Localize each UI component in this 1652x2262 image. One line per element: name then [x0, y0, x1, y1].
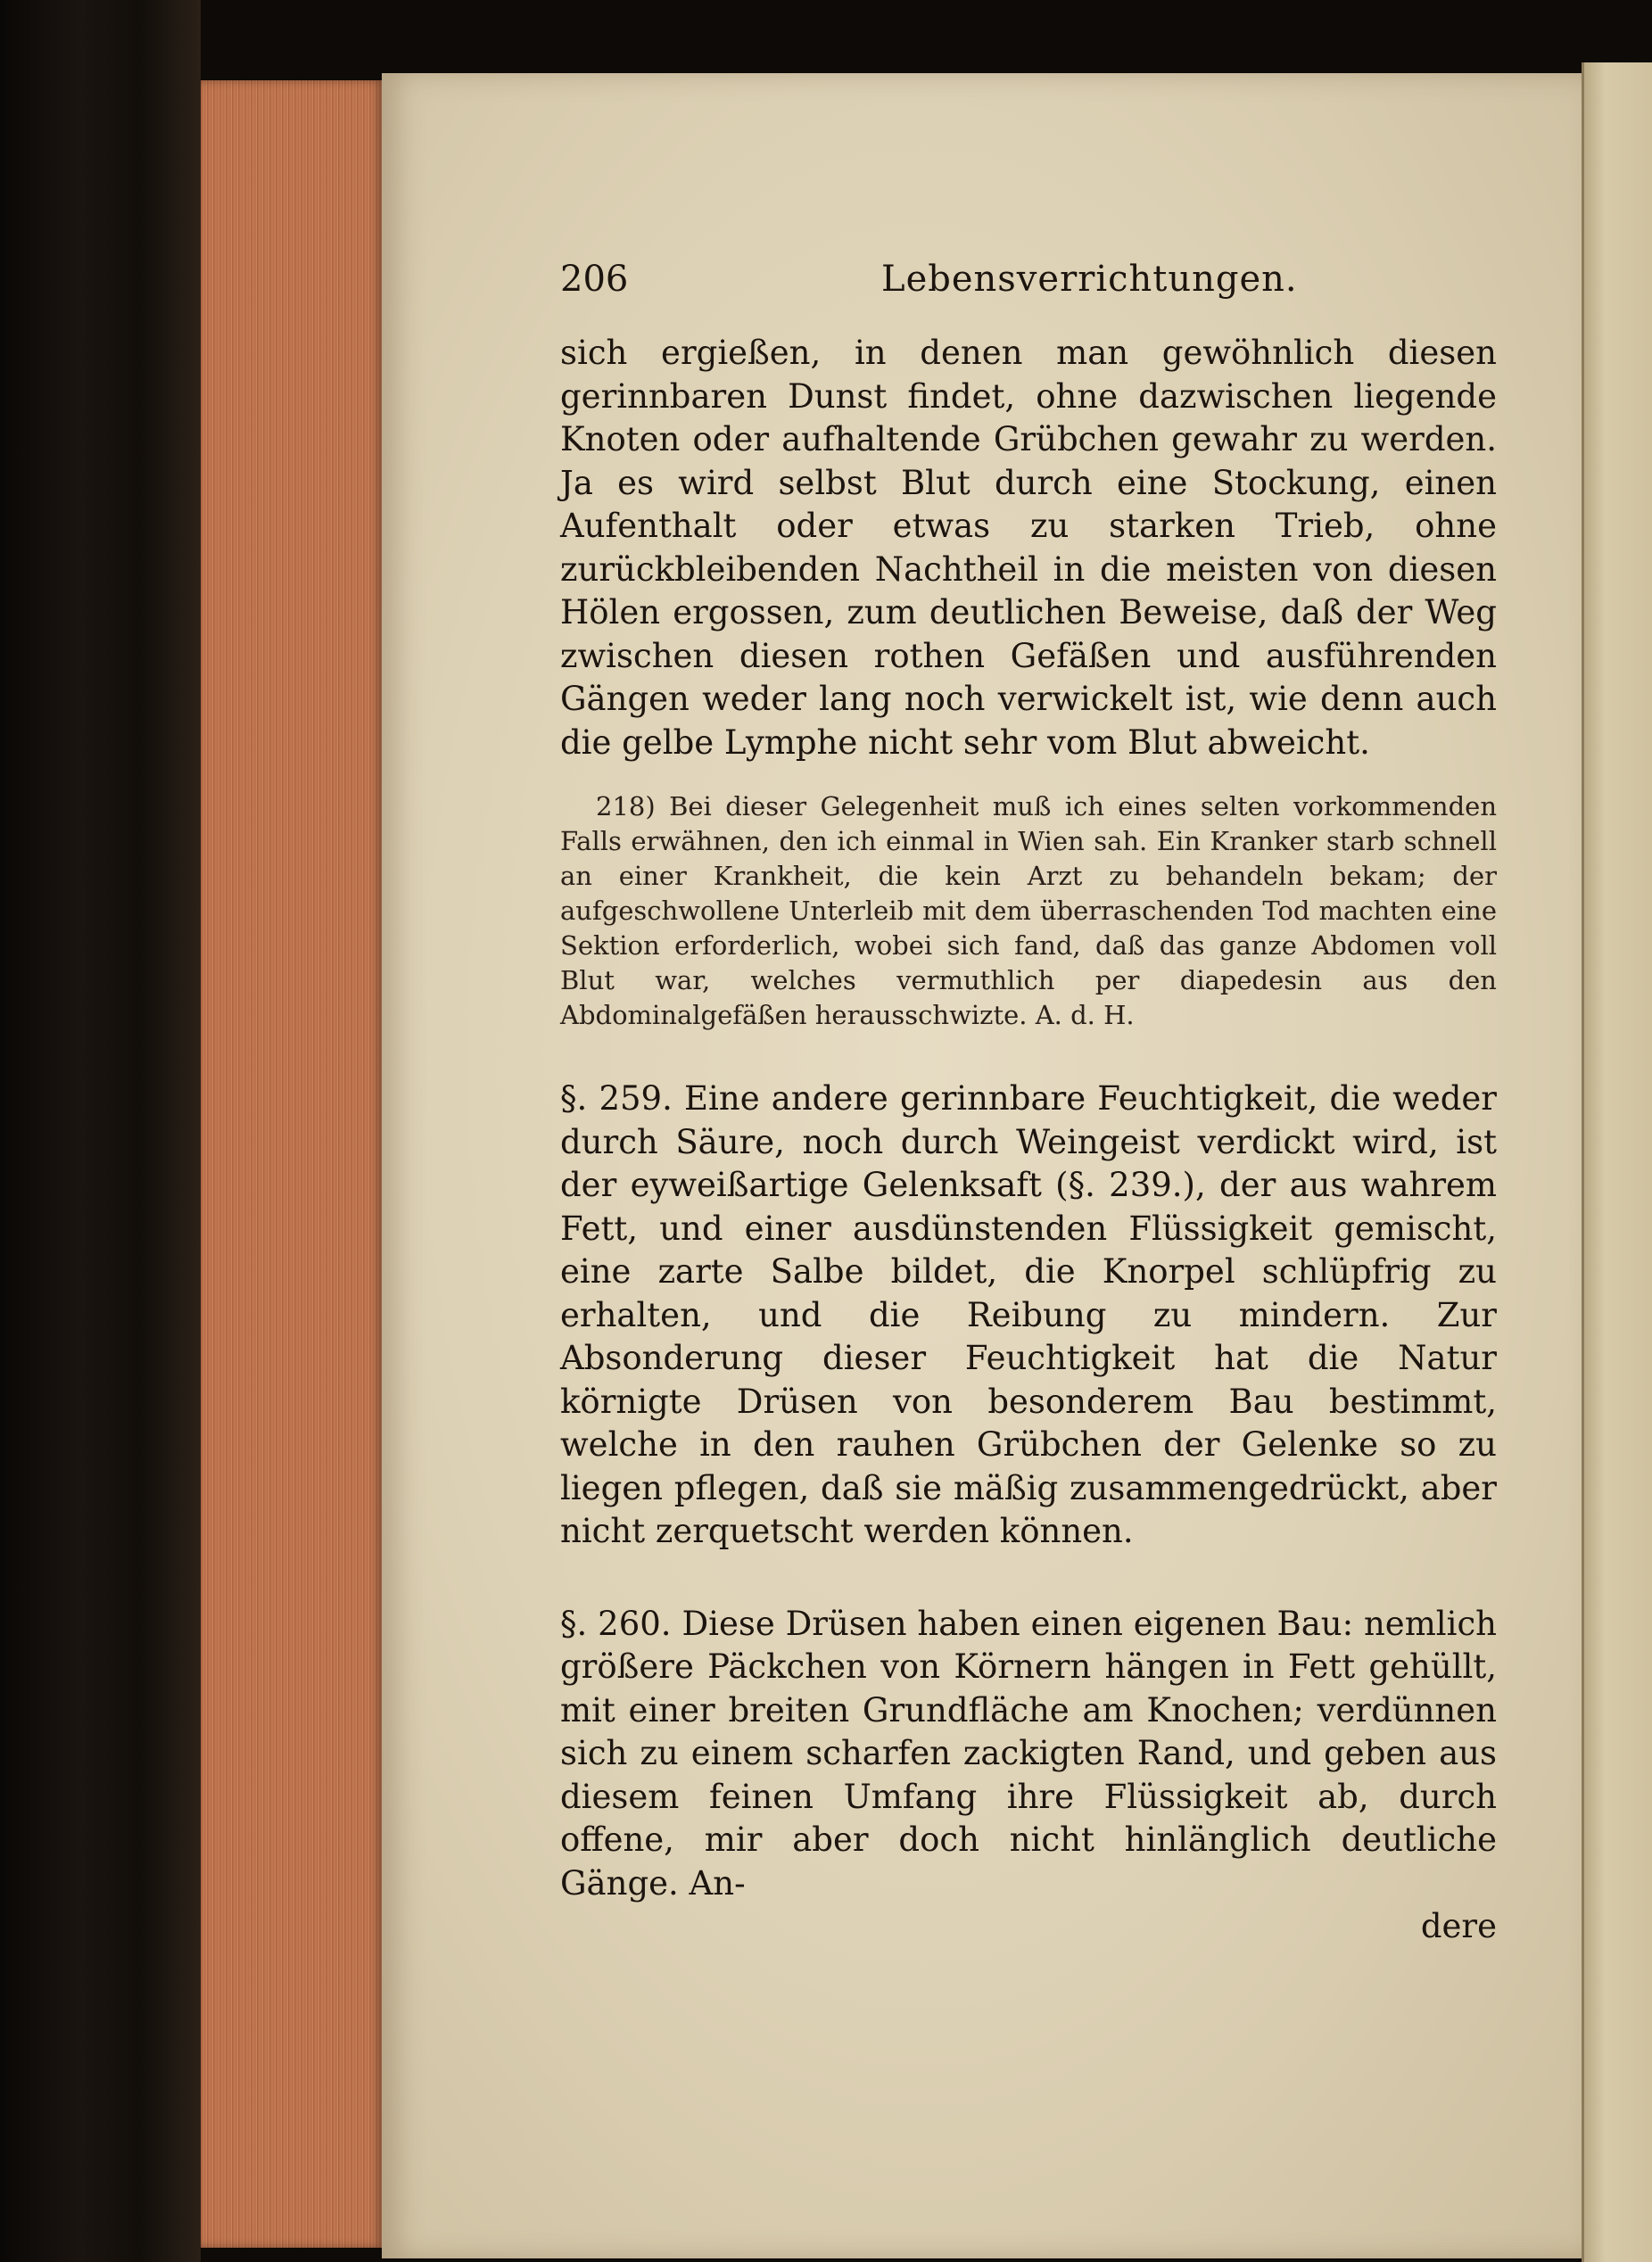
catchword: dere: [1420, 1907, 1497, 1945]
running-title: Lebensverrichtungen.: [881, 259, 1298, 300]
section-259-text: Eine andere gerinnbare Feuchtigkeit, die weder durch Säure, noch durch Weingeist verdickt wird, ist der eyweißartige Gelenksaft (§. 239.), der aus wahrem Fett, und einer ausdünstenden Flüssigkeit gemischt, eine zarte Salbe bildet, die Knorpel schlüpfrig zu erhalten, und die Reibung zu mindern. Zur Absonderung dieser Feuchtigkeit hat die Natur körnigte Drüsen von besonderem Bau bestimmt, welche in den rauhen Grübchen der Gelenke so zu liegen pflegen, daß sie mäßig zusammengedrückt, aber nicht zerquetscht werden können.: [560, 1079, 1497, 1550]
footnote-number: 218): [596, 791, 656, 821]
page-text: [560, 259, 1497, 1949]
right-page-edge: [1582, 62, 1652, 2262]
page-body: [560, 332, 1497, 1949]
page-edges: [201, 80, 384, 2248]
footnote-signature: A. d. H.: [1035, 1000, 1135, 1030]
section-259: [560, 1077, 1497, 1554]
section-260-number: §. 260.: [560, 1604, 672, 1643]
running-head: [560, 259, 1497, 312]
footnote: [560, 789, 1497, 1033]
section-259-number: §. 259.: [560, 1079, 673, 1118]
section-260-text: Diese Drüsen haben einen eigenen Bau: nemlich größere Päckchen von Körnern hängen in Fett gehüllt, mit einer breiten Grundfläche am Knochen; verdünnen sich zu einem scharfen zackigten Rand, und geben aus diesem feinen Umfang ihre Flüssigkeit ab, durch offene, mir aber doch nicht hinlänglich deutliche Gänge. An-: [560, 1604, 1498, 1903]
paragraph-continuation: sich ergießen, in denen man gewöhnlich diesen gerinnbaren Dunst findet, ohne dazwischen liegende Knoten oder aufhaltende Grübchen gewahr zu werden. Ja es wird selbst Blut durch eine Stockung, einen Aufenthalt oder etwas zu starken Trieb, ohne zurückbleibenden Nachtheil in die meisten von diesen Hölen ergossen, zum deutlichen Beweise, daß der Weg zwischen diesen rothen Gefäßen und ausführenden Gängen weder lang noch verwickelt ist, wie denn auch die gelbe Lymphe nicht sehr vom Blut abweicht.: [560, 334, 1497, 762]
book-binding: [0, 0, 201, 2262]
page-number: 206: [560, 259, 629, 300]
section-260: [560, 1603, 1497, 1906]
footnote-text: Bei dieser Gelegenheit muß ich eines selten vorkommenden Falls erwähnen, den ich einmal in Wien sah. Ein Kranker starb schnell an einer Krankheit, die kein Arzt zu behandeln bekam; der aufgeschwollene Unterleib mit dem überraschenden Tod machten eine Sektion erforderlich, wobei sich fand, daß das ganze Abdomen voll Blut war, welches vermuthlich per diapedesin aus den Abdominalgefäßen herausschwizte.: [560, 791, 1498, 1030]
